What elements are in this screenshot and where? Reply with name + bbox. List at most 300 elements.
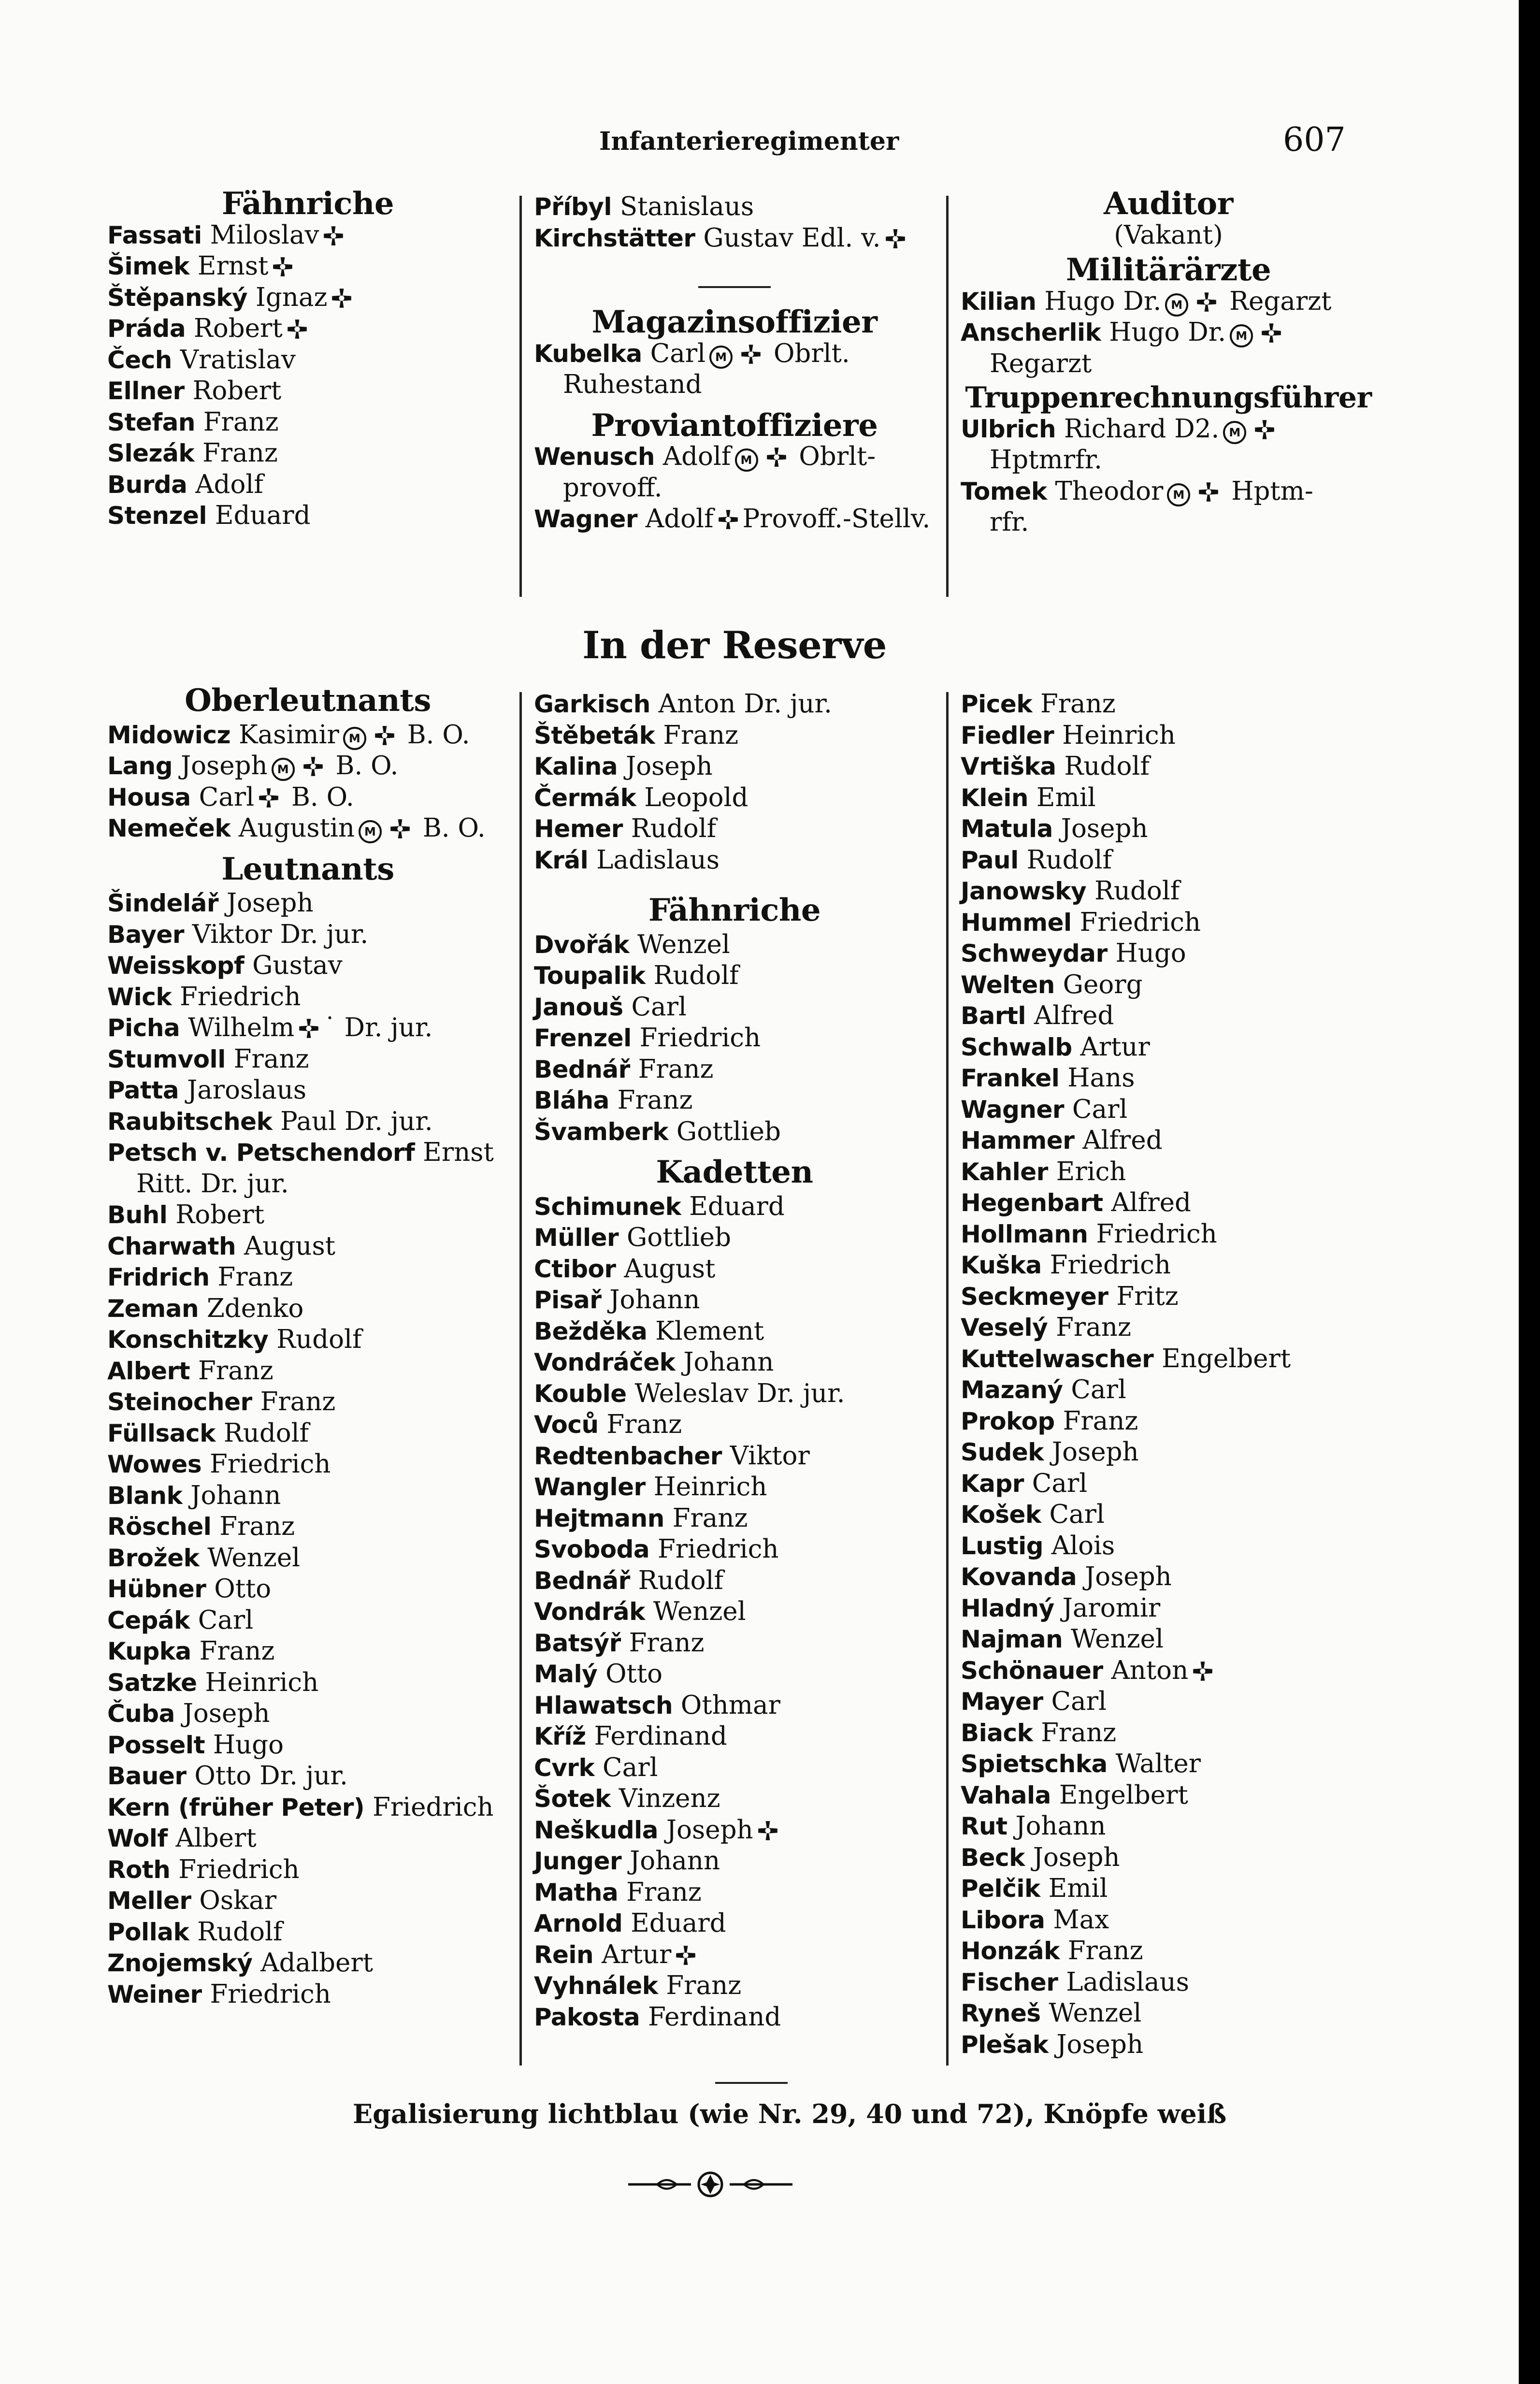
- roster-entry: [961, 751, 1376, 782]
- section-heading-auditor: Auditor: [1104, 186, 1233, 222]
- given-name: Franz: [211, 1512, 295, 1541]
- roster-entry: [961, 1561, 1376, 1593]
- roster-entry: [534, 1628, 935, 1659]
- roster-entry: [534, 1690, 935, 1721]
- roster-entry: [107, 1012, 508, 1044]
- section-heading-faehnriche: Fähnriche: [221, 186, 394, 222]
- surname: Švamberk: [534, 1117, 669, 1146]
- given-name: Engelbert: [1153, 1344, 1291, 1373]
- given-name: Carl: [1043, 1687, 1107, 1716]
- given-name: Johann: [182, 1480, 281, 1510]
- surname: Stefan: [107, 408, 195, 436]
- surname: Práda: [107, 315, 186, 343]
- surname: Hummel: [961, 908, 1072, 937]
- given-name: Adolf: [187, 469, 263, 499]
- given-name: Artur: [1072, 1032, 1150, 1062]
- surname: Schwalb: [961, 1033, 1072, 1061]
- given-name: Franz: [630, 1054, 714, 1084]
- surname: Čermák: [534, 783, 636, 812]
- surname: Albert: [107, 1357, 190, 1385]
- surname: Svoboda: [534, 1535, 650, 1563]
- surname: Šindelář: [107, 889, 218, 917]
- roster-entry: [107, 1605, 508, 1636]
- given-name: Hugo: [1107, 939, 1186, 968]
- surname: Košek: [961, 1501, 1041, 1529]
- surname: Čech: [107, 346, 172, 374]
- roster-entry: [534, 1085, 935, 1116]
- entry-continuation: [107, 1169, 508, 1200]
- surname: Klein: [961, 783, 1029, 812]
- given-name: Heinrich: [197, 1667, 319, 1697]
- roster-entry: [961, 414, 1376, 445]
- list-faehnriche-reserve: [534, 929, 935, 1148]
- section-heading-in-der-reserve: In der Reserve: [582, 623, 887, 667]
- surname: Plešak: [961, 2030, 1049, 2059]
- surname: Wagner: [534, 505, 638, 533]
- roster-entry: [961, 1281, 1376, 1313]
- roster-entry: [961, 1437, 1376, 1468]
- surname: Wolf: [107, 1824, 168, 1852]
- surname: Hammer: [961, 1127, 1075, 1155]
- surname: Petsch v. Petschendorf: [107, 1139, 415, 1167]
- roster-entry: [107, 1792, 508, 1823]
- surname: Kirchstätter: [534, 224, 695, 252]
- rank-note: Regarzt: [1221, 286, 1332, 316]
- roster-entry: [534, 1659, 935, 1690]
- roster-entry: [107, 1698, 508, 1730]
- given-name: Franz: [609, 1085, 693, 1115]
- roster-entry: [961, 1374, 1376, 1406]
- given-name: Carl: [594, 1752, 658, 1782]
- column-right: [961, 188, 1376, 538]
- surname: Posselt: [107, 1731, 205, 1759]
- roster-entry: [534, 1752, 935, 1784]
- surname: Lang: [107, 752, 173, 780]
- surname: Wenusch: [534, 443, 655, 471]
- given-name: Viktor Dr. jur.: [184, 919, 369, 949]
- given-name: Franz: [1048, 1313, 1131, 1342]
- given-name: Weleslav Dr. jur.: [626, 1378, 845, 1408]
- roster-entry: [107, 1449, 508, 1480]
- surname: Matha: [534, 1878, 619, 1907]
- given-name: Engelbert: [1051, 1780, 1188, 1810]
- given-name: Friedrich: [172, 982, 301, 1011]
- cross-pattee-icon: [1254, 419, 1275, 440]
- surname: Bednář: [534, 1055, 630, 1084]
- surname: Brožek: [107, 1544, 200, 1572]
- surname: Štěbeták: [534, 721, 655, 750]
- given-name: Hugo Dr.: [1036, 286, 1162, 316]
- given-name: Joseph: [174, 1699, 270, 1728]
- roster-entry: [961, 1406, 1376, 1437]
- given-name: Rudolf: [622, 814, 717, 843]
- list-magazinsoffizier: [534, 338, 935, 401]
- surname: Batsýř: [534, 1629, 621, 1657]
- column-rule-upper-right: [946, 196, 949, 597]
- given-name: Rudolf: [189, 1917, 283, 1947]
- given-name: Emil: [1040, 1874, 1108, 1903]
- surname: Ellner: [107, 377, 185, 405]
- surname: Pakosta: [534, 2003, 640, 2031]
- given-name: Rudolf: [215, 1418, 309, 1448]
- roster-entry: [107, 950, 508, 982]
- roster-entry: [961, 1531, 1376, 1562]
- given-name: Georg: [1054, 969, 1143, 999]
- surname: Znojemský: [107, 1949, 253, 1977]
- surname: Kern (früher Peter): [107, 1793, 365, 1821]
- given-name: Joseph: [1024, 1842, 1120, 1872]
- rank-note: B. O.: [283, 782, 354, 812]
- roster-entry: [961, 845, 1376, 876]
- surname: Malý: [534, 1660, 598, 1688]
- roster-entry: [107, 720, 508, 751]
- running-header: Infanterieregimenter: [599, 127, 899, 156]
- surname: Hegenbart: [961, 1189, 1103, 1217]
- surname: Hemer: [534, 815, 623, 843]
- roster-entry: [961, 1967, 1376, 1998]
- given-name: Alois: [1043, 1531, 1115, 1560]
- roster-entry: [961, 1344, 1376, 1375]
- surname: Paul: [961, 846, 1019, 874]
- given-name: Franz: [190, 1356, 273, 1386]
- surname: Wagner: [961, 1095, 1065, 1124]
- given-name: Rudolf: [1086, 876, 1180, 906]
- cross-pattee-icon: [1192, 1661, 1213, 1682]
- roster-entry: [961, 1187, 1376, 1219]
- surname: Tomek: [961, 477, 1047, 506]
- given-name: Joseph: [1052, 814, 1148, 843]
- roster-entry: [534, 720, 935, 751]
- surname: Müller: [534, 1224, 619, 1252]
- surname: Redtenbacher: [534, 1442, 722, 1470]
- surname: Biack: [961, 1719, 1033, 1747]
- column-rule-lower-left: [519, 692, 522, 2066]
- given-name: Hptmrfr.: [990, 445, 1103, 475]
- roster-entry: [107, 438, 508, 469]
- surname: Seckmeyer: [961, 1282, 1108, 1311]
- roster-entry: [534, 191, 935, 223]
- roster-entry: [107, 782, 508, 813]
- cross-pattee-icon: [757, 1820, 778, 1841]
- given-name: Rudolf: [1056, 751, 1150, 781]
- given-name: Carl: [642, 338, 706, 368]
- given-name: Franz: [658, 1971, 742, 2000]
- roster-entry: [107, 1761, 508, 1792]
- surname: Hejtmann: [534, 1504, 664, 1532]
- roster-entry: [961, 1219, 1376, 1250]
- roster-entry: [534, 1023, 935, 1054]
- surname: Wowes: [107, 1450, 202, 1478]
- given-name: Albert: [167, 1823, 257, 1853]
- surname: Najman: [961, 1625, 1063, 1653]
- surname: Schimunek: [534, 1192, 681, 1221]
- roster-entry: [107, 982, 508, 1013]
- given-name: Wenzel: [1063, 1624, 1164, 1654]
- given-name: Kasimir: [230, 720, 339, 750]
- surname: Füllsack: [107, 1419, 216, 1447]
- given-name: Erich: [1048, 1156, 1126, 1186]
- roster-entry: [534, 1222, 935, 1254]
- section-heading-magazinsoffizier: Magazinsoffizier: [591, 304, 878, 340]
- given-name: Wenzel: [645, 1597, 746, 1626]
- column-rule-lower-right: [946, 692, 949, 2066]
- given-name: Gustav: [244, 951, 343, 980]
- given-name: Rudolf: [630, 1565, 724, 1595]
- roster-entry: [534, 441, 935, 473]
- surname: Voců: [534, 1411, 599, 1439]
- surname: Pisař: [534, 1286, 602, 1314]
- roster-entry: [107, 1854, 508, 1886]
- surname: Cvrk: [534, 1753, 595, 1782]
- column-left: [107, 188, 508, 532]
- surname: Weisskopf: [107, 952, 245, 980]
- given-name: Gottlieb: [668, 1116, 781, 1146]
- roster-entry: [961, 1748, 1376, 1780]
- given-name: Ladislaus: [1058, 1967, 1189, 1997]
- surname: Steinocher: [107, 1388, 252, 1416]
- roster-entry: [107, 751, 508, 782]
- surname: Rut: [961, 1812, 1007, 1840]
- roster-entry: [961, 1125, 1376, 1156]
- given-name: Carl: [190, 782, 255, 812]
- surname: Charwath: [107, 1232, 236, 1260]
- surname: Vrtiška: [961, 752, 1056, 780]
- roster-entry: [961, 1094, 1376, 1126]
- roster-entry: [107, 1667, 508, 1699]
- given-name: Franz: [252, 1387, 336, 1416]
- given-name: Friedrich: [649, 1534, 779, 1564]
- roster-entry: [534, 1347, 935, 1378]
- given-name: Alfred: [1103, 1188, 1191, 1217]
- cross-pattee-icon: [740, 344, 762, 365]
- given-name: Friedrich: [1041, 1250, 1171, 1280]
- given-name: Otto Dr. jur.: [186, 1761, 348, 1791]
- given-name: Eduard: [207, 501, 311, 530]
- footer-rule: [715, 2082, 788, 2084]
- surname: Bežděka: [534, 1317, 648, 1345]
- roster-entry: [107, 1948, 508, 1979]
- given-name: Artur: [593, 1939, 672, 1969]
- surname: Roth: [107, 1855, 171, 1884]
- given-name: Anton Dr. jur.: [650, 689, 832, 719]
- given-name: Carl: [1023, 1468, 1088, 1498]
- surname: Janouš: [534, 993, 623, 1021]
- surname: Wangler: [534, 1473, 646, 1501]
- roster-entry: [961, 1936, 1376, 1967]
- roster-entry: [961, 1842, 1376, 1874]
- cross-pattee-icon: [258, 787, 279, 809]
- given-name: Leopold: [636, 782, 748, 812]
- list-reserve: [534, 689, 935, 876]
- surname: Štěpanský: [107, 283, 248, 312]
- roster-entry: [107, 1262, 508, 1293]
- given-name: Wenzel: [1040, 1998, 1142, 2028]
- given-name: Ferdinand: [640, 2002, 781, 2032]
- roster-entry: [534, 1877, 935, 1908]
- rank-note: ˙ Dr. jur.: [323, 1013, 433, 1042]
- section-heading-militaeraerzte: Militärärzte: [1065, 252, 1271, 288]
- roster-entry: [534, 504, 935, 535]
- list-reserve-right: [961, 689, 1376, 2060]
- page-number: 607: [1283, 121, 1346, 159]
- surname: Král: [534, 846, 589, 874]
- roster-entry: [107, 1480, 508, 1512]
- given-name: Friedrich: [170, 1854, 300, 1884]
- given-name: provoff.: [563, 473, 662, 503]
- given-name: Franz: [209, 1262, 293, 1292]
- roster-entry: [534, 1316, 935, 1347]
- given-name: August: [236, 1231, 335, 1261]
- surname: Janowsky: [961, 877, 1087, 905]
- given-name: rfr.: [990, 507, 1029, 537]
- roster-entry: [961, 876, 1376, 907]
- given-name: Friedrich: [1071, 907, 1201, 937]
- surname: Kouble: [534, 1379, 627, 1408]
- roster-entry: [961, 720, 1376, 751]
- rank-note: Obrlt-: [791, 442, 876, 471]
- roster-entry: [107, 1574, 508, 1605]
- given-name: Alfred: [1026, 1001, 1114, 1030]
- surname: Bayer: [107, 920, 184, 949]
- list-truppenrechnungsfuehrer: [961, 414, 1376, 538]
- given-name: Stanislaus: [611, 192, 754, 221]
- medal-M-icon: M: [1167, 483, 1190, 506]
- roster-entry: [961, 1655, 1376, 1687]
- entry-continuation: [961, 507, 1376, 538]
- given-name: Ignaz: [247, 282, 328, 312]
- surname: Bauer: [107, 1762, 187, 1790]
- given-name: Franz: [1054, 1406, 1138, 1436]
- roster-entry: [961, 1686, 1376, 1718]
- given-name: Friedrich: [201, 1979, 331, 2009]
- roster-entry: [961, 1873, 1376, 1905]
- roster-entry: [961, 1000, 1376, 1032]
- given-name: Vratislav: [172, 345, 296, 375]
- given-name: Max: [1045, 1905, 1109, 1935]
- surname: Hladný: [961, 1594, 1054, 1622]
- surname: Fischer: [961, 1968, 1058, 1996]
- surname: Libora: [961, 1906, 1045, 1934]
- surname: Satzke: [107, 1668, 197, 1697]
- surname: Bláha: [534, 1086, 609, 1114]
- roster-entry: [534, 1116, 935, 1148]
- roster-entry: [534, 1285, 935, 1316]
- given-name: Adolf: [654, 442, 731, 471]
- given-name: Klement: [647, 1316, 764, 1346]
- roster-entry: [107, 469, 508, 501]
- roster-entry: [961, 969, 1376, 1001]
- roster-entry: [534, 1939, 935, 1971]
- surname: Kalina: [534, 752, 618, 780]
- surname: Garkisch: [534, 690, 650, 718]
- roster-entry: [961, 689, 1376, 720]
- given-name: Miloslav: [201, 220, 319, 250]
- given-name: Otto: [597, 1659, 663, 1689]
- given-name: Franz: [655, 720, 739, 750]
- roster-entry: [961, 1499, 1376, 1531]
- roster-entry: [961, 938, 1376, 969]
- given-name: Ritt. Dr. jur.: [136, 1169, 289, 1199]
- surname: Blank: [107, 1481, 183, 1510]
- surname: Lustig: [961, 1532, 1044, 1560]
- given-name: Wenzel: [199, 1543, 301, 1573]
- given-name: Jaroslaus: [179, 1075, 307, 1105]
- given-name: Augustin: [230, 813, 355, 843]
- cross-pattee-icon: [272, 256, 293, 277]
- given-name: Carl: [1041, 1500, 1105, 1529]
- given-name: Franz: [194, 438, 278, 468]
- cross-pattee-icon: [389, 818, 411, 839]
- given-name: Othmar: [673, 1690, 780, 1720]
- roster-entry: [961, 1811, 1376, 1842]
- given-name: Johann: [1007, 1811, 1106, 1841]
- roster-entry: [107, 282, 508, 314]
- surname: Honzák: [961, 1937, 1060, 1965]
- column-right-lower: [961, 689, 1376, 2060]
- roster-entry: [107, 813, 508, 844]
- given-name: Franz: [618, 1877, 702, 1907]
- surname: Burda: [107, 470, 187, 499]
- surname: Šimek: [107, 252, 189, 280]
- surname: Vondrák: [534, 1598, 645, 1626]
- roster-entry: [961, 1063, 1376, 1094]
- roster-entry: [107, 407, 508, 438]
- given-name: Franz: [664, 1503, 748, 1533]
- roster-entry: [961, 1156, 1376, 1188]
- given-name: Viktor: [721, 1441, 810, 1471]
- surname: Neškudla: [534, 1816, 659, 1844]
- roster-entry: [107, 1730, 508, 1761]
- given-name: Adolf: [637, 504, 714, 534]
- roster-entry: [534, 1254, 935, 1285]
- roster-entry: [961, 1998, 1376, 2029]
- roster-entry: [107, 1636, 508, 1667]
- medal-M-icon: M: [1223, 421, 1246, 444]
- given-name: Alfred: [1074, 1126, 1163, 1155]
- roster-entry: [534, 689, 935, 720]
- surname: Patta: [107, 1076, 179, 1104]
- roster-entry: [534, 960, 935, 992]
- roster-entry: [961, 1468, 1376, 1500]
- roster-entry: [107, 1199, 508, 1231]
- surname: Frankel: [961, 1064, 1060, 1092]
- roster-entry: [107, 251, 508, 282]
- surname: Hlawatsch: [534, 1691, 673, 1719]
- roster-entry: [107, 919, 508, 951]
- medal-M-icon: M: [1165, 293, 1188, 317]
- surname: Pollak: [107, 1918, 189, 1946]
- medal-M-icon: M: [359, 820, 382, 843]
- given-name: Wilhelm: [180, 1013, 295, 1042]
- cross-pattee-icon: [718, 509, 739, 530]
- medal-M-icon: M: [343, 727, 366, 750]
- given-name: Joseph: [218, 888, 314, 918]
- short-rule: [698, 286, 771, 288]
- surname: Příbyl: [534, 193, 612, 221]
- surname: Prokop: [961, 1407, 1055, 1435]
- surname: Kilian: [961, 287, 1036, 316]
- surname: Kapr: [961, 1469, 1024, 1498]
- section-heading-leutnants: Leutnants: [221, 851, 394, 887]
- roster-entry: [107, 1137, 508, 1169]
- surname: Matula: [961, 815, 1053, 843]
- given-name: Franz: [225, 1044, 309, 1074]
- surname: Welten: [961, 970, 1055, 999]
- rank-note: B. O.: [414, 813, 486, 843]
- surname: Beck: [961, 1843, 1025, 1872]
- roster-entry: [107, 1044, 508, 1075]
- roster-entry: [961, 317, 1376, 348]
